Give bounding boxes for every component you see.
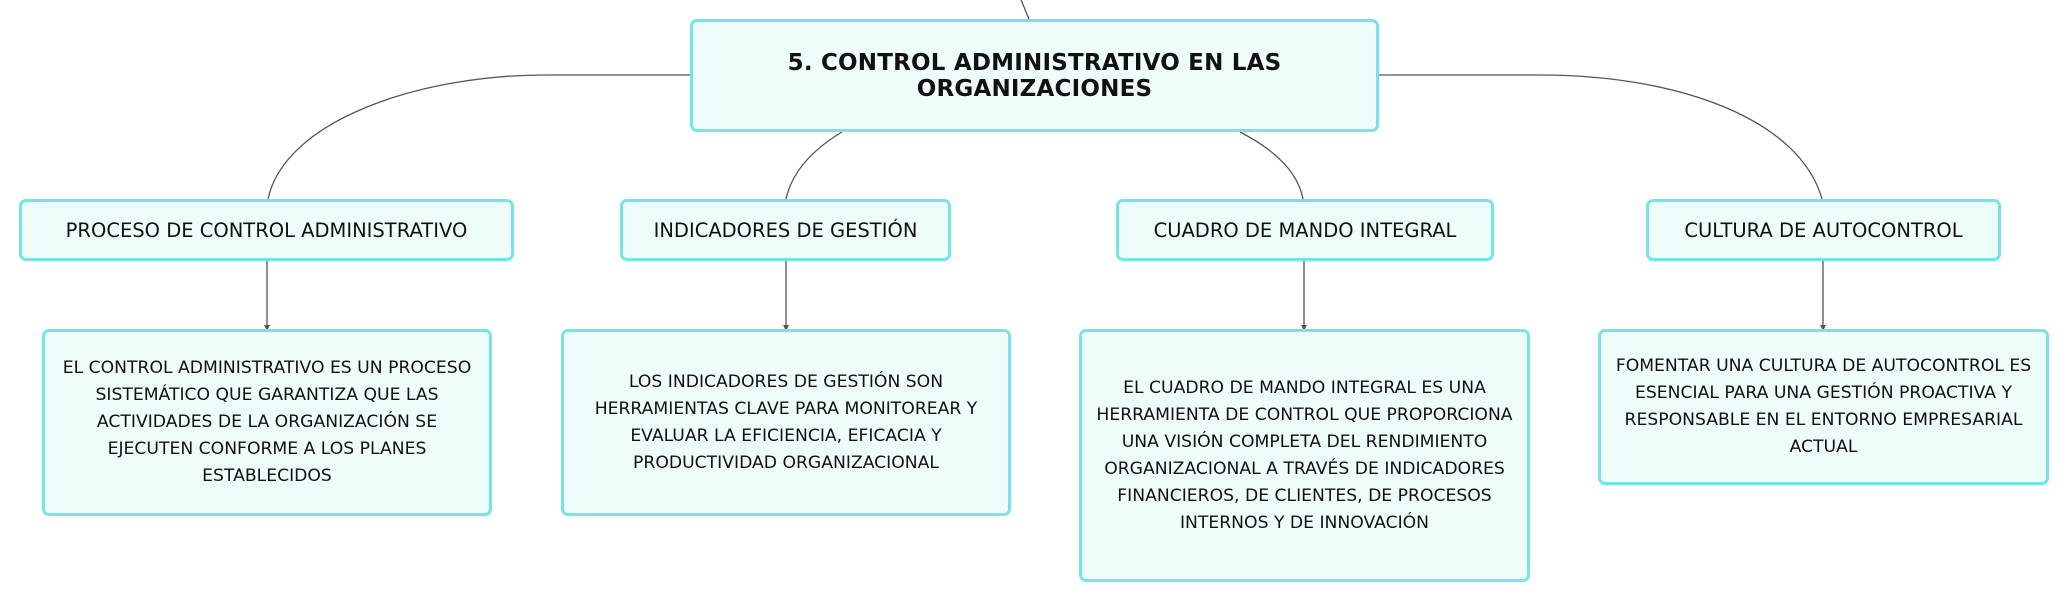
description-indicadores-gestion[interactable] — [561, 329, 1011, 516]
connector-branch-3 — [1240, 132, 1303, 199]
topic-label: CUADRO DE MANDO INTEGRAL — [1153, 218, 1457, 242]
topic-cultura-autocontrol[interactable] — [1646, 199, 2001, 261]
topic-label: PROCESO DE CONTROL ADMINISTRATIVO — [65, 218, 468, 242]
central-topic-label: 5. CONTROL ADMINISTRATIVO EN LAS ORGANIZACIONES — [787, 49, 1282, 102]
connector-branch-2 — [786, 132, 842, 199]
central-topic[interactable] — [690, 19, 1379, 132]
description-text: FOMENTAR UNA CULTURA DE AUTOCONTROL ES ESENCIAL PARA UNA GESTIÓN PROACTIVA Y RESPONSABLE EN EL ENTORNO EMPRESARIAL ACTUAL — [1615, 356, 2032, 457]
topic-label: INDICADORES DE GESTIÓN — [653, 218, 918, 242]
description-proceso-control[interactable] — [42, 329, 492, 516]
description-text: LOS INDICADORES DE GESTIÓN SON HERRAMIENTAS CLAVE PARA MONITOREAR Y EVALUAR LA EFICIENCIA, EFICACIA Y PRODUCTIVIDAD ORGANIZACIONAL — [594, 371, 978, 473]
topic-proceso-control[interactable] — [19, 199, 514, 261]
topic-label: CULTURA DE AUTOCONTROL — [1684, 218, 1963, 242]
connector-branch-1 — [268, 75, 690, 199]
topic-indicadores-gestion[interactable] — [620, 199, 951, 261]
connector-parent — [1021, 0, 1029, 19]
topic-cuadro-mando[interactable] — [1116, 199, 1494, 261]
description-text: EL CONTROL ADMINISTRATIVO ES UN PROCESO SISTEMÁTICO QUE GARANTIZA QUE LAS ACTIVIDADES DE LA ORGANIZACIÓN SE EJECUTEN CONFORME A LOS PLANES ESTABLECIDOS — [62, 358, 472, 486]
connector-branch-4 — [1379, 75, 1822, 199]
description-cuadro-mando[interactable] — [1079, 329, 1530, 582]
description-text: EL CUADRO DE MANDO INTEGRAL ES UNA HERRAMIENTA DE CONTROL QUE PROPORCIONA UNA VISIÓN COMPLETA DEL RENDIMIENTO ORGANIZACIONAL A TRAVÉS DE INDICADORES FINANCIEROS, DE CLIENTES, DE PROCESOS INTERNOS Y DE INNOVACIÓN — [1096, 377, 1513, 533]
description-cultura-autocontrol[interactable] — [1598, 329, 2049, 485]
